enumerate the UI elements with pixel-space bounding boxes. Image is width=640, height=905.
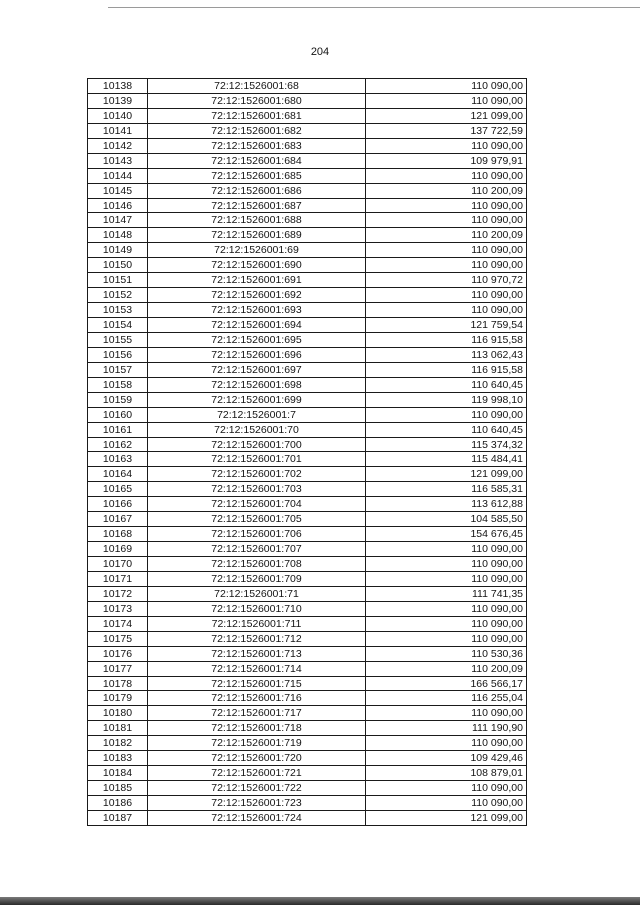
table-row [88,228,527,243]
value-cell: 110 090,00 [366,303,527,318]
row-number-cell: 10159 [88,393,148,408]
table-row [88,169,527,184]
value-cell: 104 585,50 [366,512,527,527]
scan-bottom-edge [0,897,640,905]
row-number-cell: 10186 [88,796,148,811]
cadastral-number-cell: 72:12:1526001:703 [148,482,366,497]
cadastral-number-cell: 72:12:1526001:698 [148,378,366,393]
value-cell: 110 090,00 [366,213,527,228]
row-number-cell: 10168 [88,527,148,542]
cadastral-number-cell: 72:12:1526001:722 [148,781,366,796]
table-row [88,154,527,169]
table-row [88,766,527,781]
cadastral-number-cell: 72:12:1526001:713 [148,647,366,662]
value-cell: 110 530,36 [366,647,527,662]
row-number-cell: 10178 [88,677,148,692]
table-row [88,542,527,557]
cadastral-number-cell: 72:12:1526001:71 [148,587,366,602]
row-number-cell: 10177 [88,662,148,677]
cadastral-number-cell: 72:12:1526001:717 [148,706,366,721]
row-number-cell: 10156 [88,348,148,363]
cadastral-number-cell: 72:12:1526001:721 [148,766,366,781]
row-number-cell: 10160 [88,408,148,423]
cadastral-number-cell: 72:12:1526001:697 [148,363,366,378]
value-cell: 110 090,00 [366,199,527,214]
row-number-cell: 10174 [88,617,148,632]
cadastral-number-cell: 72:12:1526001:695 [148,333,366,348]
row-number-cell: 10138 [88,79,148,94]
table-row [88,572,527,587]
cadastral-number-cell: 72:12:1526001:696 [148,348,366,363]
value-cell: 110 090,00 [366,796,527,811]
table-row [88,139,527,154]
value-cell: 121 759,54 [366,318,527,333]
cadastral-number-cell: 72:12:1526001:710 [148,602,366,617]
value-cell: 116 915,58 [366,363,527,378]
row-number-cell: 10165 [88,482,148,497]
cadastral-number-cell: 72:12:1526001:693 [148,303,366,318]
row-number-cell: 10166 [88,497,148,512]
table-row [88,378,527,393]
table-row [88,721,527,736]
row-number-cell: 10184 [88,766,148,781]
row-number-cell: 10175 [88,632,148,647]
row-number-cell: 10145 [88,184,148,199]
row-number-cell: 10150 [88,258,148,273]
row-number-cell: 10161 [88,423,148,438]
cadastral-number-cell: 72:12:1526001:723 [148,796,366,811]
cadastral-number-cell: 72:12:1526001:708 [148,557,366,572]
value-cell: 110 970,72 [366,273,527,288]
cadastral-number-cell: 72:12:1526001:70 [148,423,366,438]
value-cell: 110 200,09 [366,662,527,677]
cadastral-number-cell: 72:12:1526001:688 [148,213,366,228]
value-cell: 110 090,00 [366,258,527,273]
row-number-cell: 10154 [88,318,148,333]
row-number-cell: 10164 [88,467,148,482]
cadastral-number-cell: 72:12:1526001:716 [148,691,366,706]
row-number-cell: 10157 [88,363,148,378]
cadastral-number-cell: 72:12:1526001:720 [148,751,366,766]
value-cell: 108 879,01 [366,766,527,781]
cadastral-number-cell: 72:12:1526001:704 [148,497,366,512]
table-row [88,736,527,751]
table-row [88,796,527,811]
value-cell: 110 090,00 [366,617,527,632]
value-cell: 119 998,10 [366,393,527,408]
table-row [88,497,527,512]
table-row [88,602,527,617]
cadastral-number-cell: 72:12:1526001:690 [148,258,366,273]
row-number-cell: 10180 [88,706,148,721]
cadastral-number-cell: 72:12:1526001:7 [148,408,366,423]
cadastral-number-cell: 72:12:1526001:684 [148,154,366,169]
value-cell: 109 429,46 [366,751,527,766]
table-row [88,647,527,662]
table-row [88,213,527,228]
cadastral-number-cell: 72:12:1526001:69 [148,243,366,258]
row-number-cell: 10162 [88,438,148,453]
cadastral-number-cell: 72:12:1526001:685 [148,169,366,184]
table-row [88,273,527,288]
row-number-cell: 10187 [88,811,148,826]
value-cell: 110 640,45 [366,423,527,438]
table-row [88,243,527,258]
value-cell: 109 979,91 [366,154,527,169]
table-row [88,587,527,602]
row-number-cell: 10169 [88,542,148,557]
cadastral-number-cell: 72:12:1526001:682 [148,124,366,139]
value-cell: 154 676,45 [366,527,527,542]
value-cell: 121 099,00 [366,811,527,826]
value-cell: 111 741,35 [366,587,527,602]
value-cell: 110 090,00 [366,602,527,617]
table-row [88,333,527,348]
table-row [88,811,527,826]
row-number-cell: 10182 [88,736,148,751]
table-row [88,363,527,378]
row-number-cell: 10170 [88,557,148,572]
table-row [88,527,527,542]
table-row [88,781,527,796]
value-cell: 110 090,00 [366,169,527,184]
table-row [88,258,527,273]
cadastral-number-cell: 72:12:1526001:718 [148,721,366,736]
cadastral-number-cell: 72:12:1526001:719 [148,736,366,751]
cadastral-number-cell: 72:12:1526001:724 [148,811,366,826]
cadastral-number-cell: 72:12:1526001:68 [148,79,366,94]
cadastral-number-cell: 72:12:1526001:680 [148,94,366,109]
row-number-cell: 10148 [88,228,148,243]
value-cell: 111 190,90 [366,721,527,736]
row-number-cell: 10153 [88,303,148,318]
value-cell: 115 484,41 [366,452,527,467]
row-number-cell: 10173 [88,602,148,617]
row-number-cell: 10179 [88,691,148,706]
value-cell: 110 090,00 [366,706,527,721]
row-number-cell: 10152 [88,288,148,303]
row-number-cell: 10142 [88,139,148,154]
table-row [88,557,527,572]
table-row [88,677,527,692]
row-number-cell: 10181 [88,721,148,736]
row-number-cell: 10143 [88,154,148,169]
value-cell: 115 374,32 [366,438,527,453]
table-row [88,691,527,706]
value-cell: 110 640,45 [366,378,527,393]
value-cell: 121 099,00 [366,109,527,124]
table-row [88,109,527,124]
table-row [88,348,527,363]
table-row [88,199,527,214]
value-cell: 116 915,58 [366,333,527,348]
table-row [88,318,527,333]
cadastral-number-cell: 72:12:1526001:709 [148,572,366,587]
table-row [88,393,527,408]
value-cell: 110 090,00 [366,557,527,572]
value-cell: 110 090,00 [366,94,527,109]
row-number-cell: 10141 [88,124,148,139]
value-cell: 110 090,00 [366,288,527,303]
cadastral-number-cell: 72:12:1526001:715 [148,677,366,692]
table-row [88,423,527,438]
cadastral-number-cell: 72:12:1526001:694 [148,318,366,333]
table-row [88,184,527,199]
cadastral-number-cell: 72:12:1526001:705 [148,512,366,527]
table-row [88,408,527,423]
cadastral-number-cell: 72:12:1526001:681 [148,109,366,124]
row-number-cell: 10147 [88,213,148,228]
cadastral-number-cell: 72:12:1526001:711 [148,617,366,632]
row-number-cell: 10155 [88,333,148,348]
row-number-cell: 10185 [88,781,148,796]
table-row [88,438,527,453]
value-cell: 110 090,00 [366,408,527,423]
cadastral-number-cell: 72:12:1526001:707 [148,542,366,557]
table-row [88,303,527,318]
table-row [88,706,527,721]
table-row [88,662,527,677]
table-row [88,617,527,632]
cadastral-number-cell: 72:12:1526001:700 [148,438,366,453]
value-cell: 113 612,88 [366,497,527,512]
row-number-cell: 10149 [88,243,148,258]
value-cell: 116 255,04 [366,691,527,706]
table-row [88,288,527,303]
cadastral-number-cell: 72:12:1526001:702 [148,467,366,482]
cadastral-number-cell: 72:12:1526001:712 [148,632,366,647]
cadastral-number-cell: 72:12:1526001:687 [148,199,366,214]
table-row [88,467,527,482]
value-cell: 110 090,00 [366,542,527,557]
cadastral-value-table [87,78,527,826]
row-number-cell: 10171 [88,572,148,587]
row-number-cell: 10146 [88,199,148,214]
row-number-cell: 10158 [88,378,148,393]
value-cell: 137 722,59 [366,124,527,139]
table-row [88,79,527,94]
page-number: 204 [310,46,330,58]
row-number-cell: 10163 [88,452,148,467]
scan-edge-line [108,7,640,8]
value-cell: 121 099,00 [366,467,527,482]
cadastral-number-cell: 72:12:1526001:689 [148,228,366,243]
row-number-cell: 10140 [88,109,148,124]
row-number-cell: 10139 [88,94,148,109]
row-number-cell: 10151 [88,273,148,288]
table-row [88,482,527,497]
value-cell: 110 090,00 [366,572,527,587]
value-cell: 110 090,00 [366,243,527,258]
cadastral-number-cell: 72:12:1526001:686 [148,184,366,199]
cadastral-number-cell: 72:12:1526001:691 [148,273,366,288]
table-row [88,452,527,467]
row-number-cell: 10167 [88,512,148,527]
cadastral-number-cell: 72:12:1526001:699 [148,393,366,408]
value-cell: 110 090,00 [366,632,527,647]
cadastral-number-cell: 72:12:1526001:701 [148,452,366,467]
cadastral-number-cell: 72:12:1526001:714 [148,662,366,677]
value-cell: 110 090,00 [366,139,527,154]
value-cell: 110 090,00 [366,79,527,94]
table-row [88,512,527,527]
row-number-cell: 10172 [88,587,148,602]
value-cell: 116 585,31 [366,482,527,497]
table-row [88,94,527,109]
table-row [88,124,527,139]
cadastral-number-cell: 72:12:1526001:706 [148,527,366,542]
value-cell: 113 062,43 [366,348,527,363]
value-cell: 110 200,09 [366,228,527,243]
value-cell: 110 200,09 [366,184,527,199]
row-number-cell: 10176 [88,647,148,662]
value-cell: 166 566,17 [366,677,527,692]
value-cell: 110 090,00 [366,781,527,796]
table-row [88,632,527,647]
cadastral-number-cell: 72:12:1526001:683 [148,139,366,154]
table-row [88,751,527,766]
row-number-cell: 10144 [88,169,148,184]
row-number-cell: 10183 [88,751,148,766]
cadastral-number-cell: 72:12:1526001:692 [148,288,366,303]
value-cell: 110 090,00 [366,736,527,751]
